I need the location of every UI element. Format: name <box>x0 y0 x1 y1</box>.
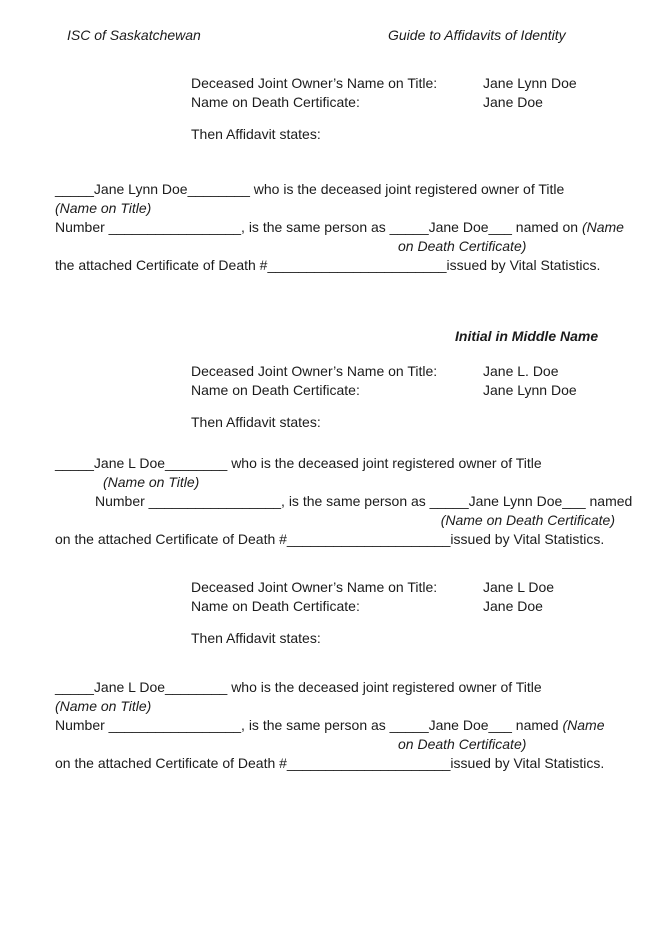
death-cert-name-value: Jane Doe <box>483 598 543 614</box>
header-right-title: Guide to Affidavits of Identity <box>388 27 566 43</box>
affidavit-line: _____Jane L Doe________ who is the deceased joint registered owner of Title <box>55 455 542 471</box>
death-cert-note-end: on Death Certificate) <box>398 736 527 752</box>
affidavit-line: the attached Certificate of Death #_______________________issued by Vital Statistics. <box>55 257 601 273</box>
affidavit-line-text: Number _________________, is the same person as _____Jane Lynn Doe___ named <box>95 493 633 509</box>
deceased-info-block-3 <box>191 578 554 648</box>
title-name-label: Deceased Joint Owner’s Name on Title: <box>191 75 438 91</box>
middle-name-heading: Initial in Middle Name <box>455 328 599 344</box>
affidavit-line <box>55 716 615 735</box>
header-left-title: ISC of Saskatchewan <box>67 27 201 43</box>
deceased-info-block-2 <box>191 362 577 432</box>
name-on-title-note: (Name on Title) <box>55 200 152 216</box>
title-name-label: Deceased Joint Owner’s Name on Title: <box>191 363 438 379</box>
info-row <box>191 597 554 616</box>
death-cert-note-end: on Death Certificate) <box>398 238 527 254</box>
affidavit-line: on the attached Certificate of Death #_____________________issued by Vital Statistics. <box>55 755 605 771</box>
affidavit-paragraph-1 <box>55 180 624 275</box>
name-on-title-note: (Name on Title) <box>103 474 200 490</box>
affidavit-line: on the attached Certificate of Death #_____________________issued by Vital Statistics. <box>55 531 605 547</box>
affidavit-line <box>55 218 624 237</box>
death-cert-note-start: (Name <box>562 717 605 733</box>
affidavit-line-text: Number _________________, is the same person as _____Jane Doe___ named <box>55 717 563 733</box>
affidavit-paragraph-2 <box>55 454 633 549</box>
name-on-title-note: (Name on Title) <box>55 698 152 714</box>
death-cert-note-end: (Name on Death Certificate) <box>440 512 615 528</box>
death-cert-name-label: Name on Death Certificate: <box>191 94 360 110</box>
info-row <box>191 74 577 93</box>
info-row <box>191 381 577 400</box>
then-affidavit-label: Then Affidavit states: <box>191 126 321 142</box>
affidavit-line: _____Jane Lynn Doe________ who is the deceased joint registered owner of Title <box>55 181 565 197</box>
then-affidavit-label: Then Affidavit states: <box>191 414 321 430</box>
title-name-value: Jane Lynn Doe <box>483 75 577 91</box>
title-name-value: Jane L Doe <box>483 579 555 595</box>
death-cert-name-label: Name on Death Certificate: <box>191 598 360 614</box>
info-row <box>191 93 577 112</box>
info-row <box>191 362 577 381</box>
death-cert-name-value: Jane Doe <box>483 94 543 110</box>
deceased-info-block-1 <box>191 74 577 144</box>
death-cert-note-start: (Name <box>581 219 624 235</box>
affidavit-paragraph-3 <box>55 678 615 773</box>
info-row <box>191 578 554 597</box>
affidavit-line: _____Jane L Doe________ who is the deceased joint registered owner of Title <box>55 679 542 695</box>
death-cert-name-value: Jane Lynn Doe <box>483 382 577 398</box>
title-name-label: Deceased Joint Owner’s Name on Title: <box>191 579 438 595</box>
affidavit-line-text: Number _________________, is the same person as _____Jane Doe___ named on <box>55 219 582 235</box>
then-affidavit-label: Then Affidavit states: <box>191 630 321 646</box>
title-name-value: Jane L. Doe <box>483 363 559 379</box>
affidavit-line <box>55 492 633 511</box>
death-cert-name-label: Name on Death Certificate: <box>191 382 360 398</box>
